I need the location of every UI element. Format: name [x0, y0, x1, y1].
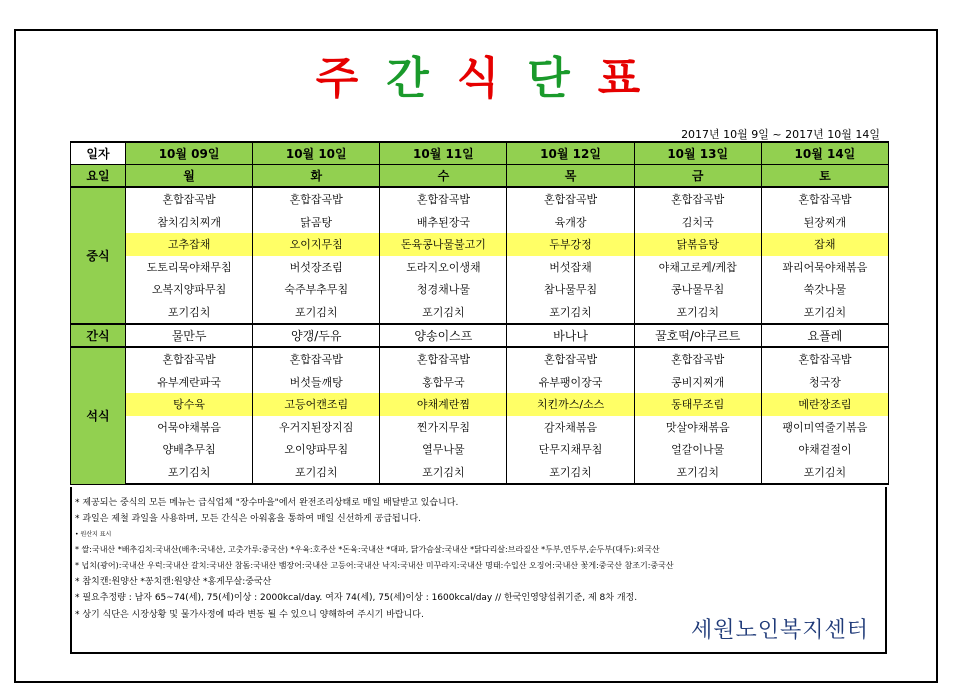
dish-cell: 혼합잡곡밥 [507, 347, 634, 371]
date-cell: 10월 10일 [253, 142, 380, 165]
dish-cell: 버섯잡채 [507, 256, 634, 279]
dish-cell: 우거지된장지짐 [253, 416, 380, 439]
dish-cell: 청국장 [761, 371, 888, 394]
dish-cell: 포기김치 [126, 461, 253, 485]
weekday-cell: 금 [634, 165, 761, 188]
date-row [71, 142, 889, 165]
note-line: * 제공되는 중식의 모든 메뉴는 급식업체 "장수마을"에서 완전조리상태로 매일 배달받고 있습니다. [75, 498, 459, 508]
note-line: * 넙치(광어):국내산 우럭:국내산 갈치:국내산 참돔:국내산 뱀장어:국내산 고등어:국내산 낙지:국내산 미꾸라지:국내산 명태:수입산 오징어:국내산 꽃게:중국산 참조기:중국산 [75, 560, 674, 570]
dinner-main-dish-row [71, 393, 889, 416]
dinner-row [71, 371, 889, 394]
dish-cell: 포기김치 [253, 461, 380, 485]
date-cell: 10월 14일 [761, 142, 888, 165]
dish-cell: 혼합잡곡밥 [253, 187, 380, 211]
dish-cell: 닭곰탕 [253, 211, 380, 234]
dish-cell: 버섯장조림 [253, 256, 380, 279]
dish-cell: 고추잡채 [126, 233, 253, 256]
dish-cell: 메란장조림 [761, 393, 888, 416]
notes-box [70, 487, 887, 654]
snack-cell: 꿀호떡/야쿠르트 [634, 324, 761, 347]
dish-cell: 혼합잡곡밥 [253, 347, 380, 371]
dish-cell: 단무지채무침 [507, 438, 634, 461]
weekday-cell: 화 [253, 165, 380, 188]
dinner-row [71, 347, 889, 371]
dish-cell: 김치국 [634, 211, 761, 234]
title-char: 표 [597, 53, 643, 104]
dish-cell: 치킨까스/소스 [507, 393, 634, 416]
dinner-row [71, 461, 889, 485]
dish-cell: 도라지오이생채 [380, 256, 507, 279]
dish-cell: 숙주부추무침 [253, 278, 380, 301]
note-line: * 상기 식단은 시장상황 및 물가사정에 따라 변동 될 수 있으니 양해하여 주시기 바랍니다. [75, 609, 424, 620]
dish-cell: 포기김치 [761, 301, 888, 325]
dish-cell: 참치김치찌개 [126, 211, 253, 234]
dish-cell: 오이양파무침 [253, 438, 380, 461]
dish-cell: 양배추무침 [126, 438, 253, 461]
dish-cell: 팽이미역줄기볶음 [761, 416, 888, 439]
snack-cell: 요플레 [761, 324, 888, 347]
dish-cell: 청경채나물 [380, 278, 507, 301]
date-cell: 10월 12일 [507, 142, 634, 165]
snack-label: 간식 [71, 324, 126, 347]
period-range: 2017년 10월 9일 ~ 2017년 10월 14일 [681, 128, 880, 141]
lunch-main-dish-row [71, 233, 889, 256]
note-line: * 과일은 제철 과일을 사용하며, 모든 간식은 아워홈을 통하여 매일 신선하게 공급됩니다. [75, 514, 421, 525]
title-char: 주 [315, 53, 361, 104]
lunch-row [71, 278, 889, 301]
dish-cell: 돈육콩나물불고기 [380, 233, 507, 256]
dish-cell: 꽈리어묵야채볶음 [761, 256, 888, 279]
note-line: * 참치캔:원양산 *꽁치캔:원양산 *홍게무살:중국산 [75, 577, 272, 588]
dish-cell: 감자채볶음 [507, 416, 634, 439]
dish-cell: 버섯들깨탕 [253, 371, 380, 394]
snack-cell: 물만두 [126, 324, 253, 347]
dish-cell: 닭볶음탕 [634, 233, 761, 256]
weekday-label: 요일 [71, 165, 126, 188]
dish-cell: 두부강정 [507, 233, 634, 256]
lunch-row [71, 211, 889, 234]
weekday-cell: 토 [761, 165, 888, 188]
dish-cell: 포기김치 [380, 461, 507, 485]
dish-cell: 어묵야채볶음 [126, 416, 253, 439]
dish-cell: 고등어캔조림 [253, 393, 380, 416]
dish-cell: 된장찌개 [761, 211, 888, 234]
dish-cell: 쑥갓나물 [761, 278, 888, 301]
dish-cell: 혼합잡곡밥 [634, 187, 761, 211]
date-cell: 10월 11일 [380, 142, 507, 165]
dish-cell: 혼합잡곡밥 [126, 187, 253, 211]
dish-cell: 동태무조림 [634, 393, 761, 416]
title-char: 식 [456, 53, 502, 104]
dish-cell: 혼합잡곡밥 [761, 347, 888, 371]
dish-cell: 탕수육 [126, 393, 253, 416]
dish-cell: 콩비지찌개 [634, 371, 761, 394]
dish-cell: 잡채 [761, 233, 888, 256]
date-cell: 10월 13일 [634, 142, 761, 165]
dish-cell: 유부계란파국 [126, 371, 253, 394]
weekday-row [71, 165, 889, 188]
dinner-row [71, 416, 889, 439]
date-label: 일자 [71, 142, 126, 165]
title-char: 간 [386, 53, 431, 104]
lunch-row [71, 187, 889, 211]
lunch-row [71, 301, 889, 325]
dish-cell: 포기김치 [126, 301, 253, 325]
dish-cell: 혼합잡곡밥 [126, 347, 253, 371]
dish-cell: 야채고로케/케찹 [634, 256, 761, 279]
snack-cell: 양갱/두유 [253, 324, 380, 347]
dish-cell: 오이지무침 [253, 233, 380, 256]
dish-cell: 야채계란찜 [380, 393, 507, 416]
dish-cell: 참나물무침 [507, 278, 634, 301]
dish-cell: 찐가지무침 [380, 416, 507, 439]
dish-cell: 혼합잡곡밥 [634, 347, 761, 371]
snack-row [71, 324, 889, 347]
dish-cell: 혼합잡곡밥 [380, 347, 507, 371]
lunch-row [71, 256, 889, 279]
title-char: 단 [527, 53, 572, 104]
dish-cell: 야채겉절이 [761, 438, 888, 461]
weekday-cell: 월 [126, 165, 253, 188]
dish-cell: 콩나물무침 [634, 278, 761, 301]
menu-table [70, 141, 889, 485]
dinner-label: 석식 [71, 347, 126, 484]
dish-cell: 육개장 [507, 211, 634, 234]
weekday-cell: 수 [380, 165, 507, 188]
dish-cell: 포기김치 [253, 301, 380, 325]
dish-cell: 포기김치 [761, 461, 888, 485]
dish-cell: 얼갈이나물 [634, 438, 761, 461]
dish-cell: 포기김치 [380, 301, 507, 325]
date-cell: 10월 09일 [126, 142, 253, 165]
snack-cell: 양송이스프 [380, 324, 507, 347]
lunch-label: 중식 [71, 187, 126, 324]
dish-cell: 홍합무국 [380, 371, 507, 394]
dish-cell: 포기김치 [507, 461, 634, 485]
dish-cell: 혼합잡곡밥 [380, 187, 507, 211]
dish-cell: 도토리묵야채무침 [126, 256, 253, 279]
dish-cell: 맛살야채볶음 [634, 416, 761, 439]
dish-cell: 포기김치 [507, 301, 634, 325]
dish-cell: 포기김치 [634, 301, 761, 325]
weekday-cell: 목 [507, 165, 634, 188]
dish-cell: 오복지양파무침 [126, 278, 253, 301]
note-line: * 쌀:국내산 *배추김치:국내산(배추:국내산, 고춧가루:중국산) *우육:호주산 *돈육:국내산 *대파, 닭가슴살:국내산 *닭다리살:브라질산 *두부,연두부,순두부(대두):외국산 [75, 544, 660, 554]
note-line: * 필요추정량 : 남자 65~74(세), 75(세)이상 : 2000kcal/day. 여자 74(세), 75(세)이상 : 1600kcal/day // 한국인영양섭취기준, 제 8차 개정. [75, 593, 638, 604]
snack-cell: 바나나 [507, 324, 634, 347]
page-title [0, 42, 958, 106]
dish-cell: 유부팽이장국 [507, 371, 634, 394]
dish-cell: 열무나물 [380, 438, 507, 461]
note-line: • 원산지 표시 [75, 530, 112, 538]
center-name: 세원노인복지센터 [690, 618, 869, 643]
dish-cell: 배추된장국 [380, 211, 507, 234]
dish-cell: 포기김치 [634, 461, 761, 485]
dish-cell: 혼합잡곡밥 [761, 187, 888, 211]
dinner-row [71, 438, 889, 461]
dish-cell: 혼합잡곡밥 [507, 187, 634, 211]
